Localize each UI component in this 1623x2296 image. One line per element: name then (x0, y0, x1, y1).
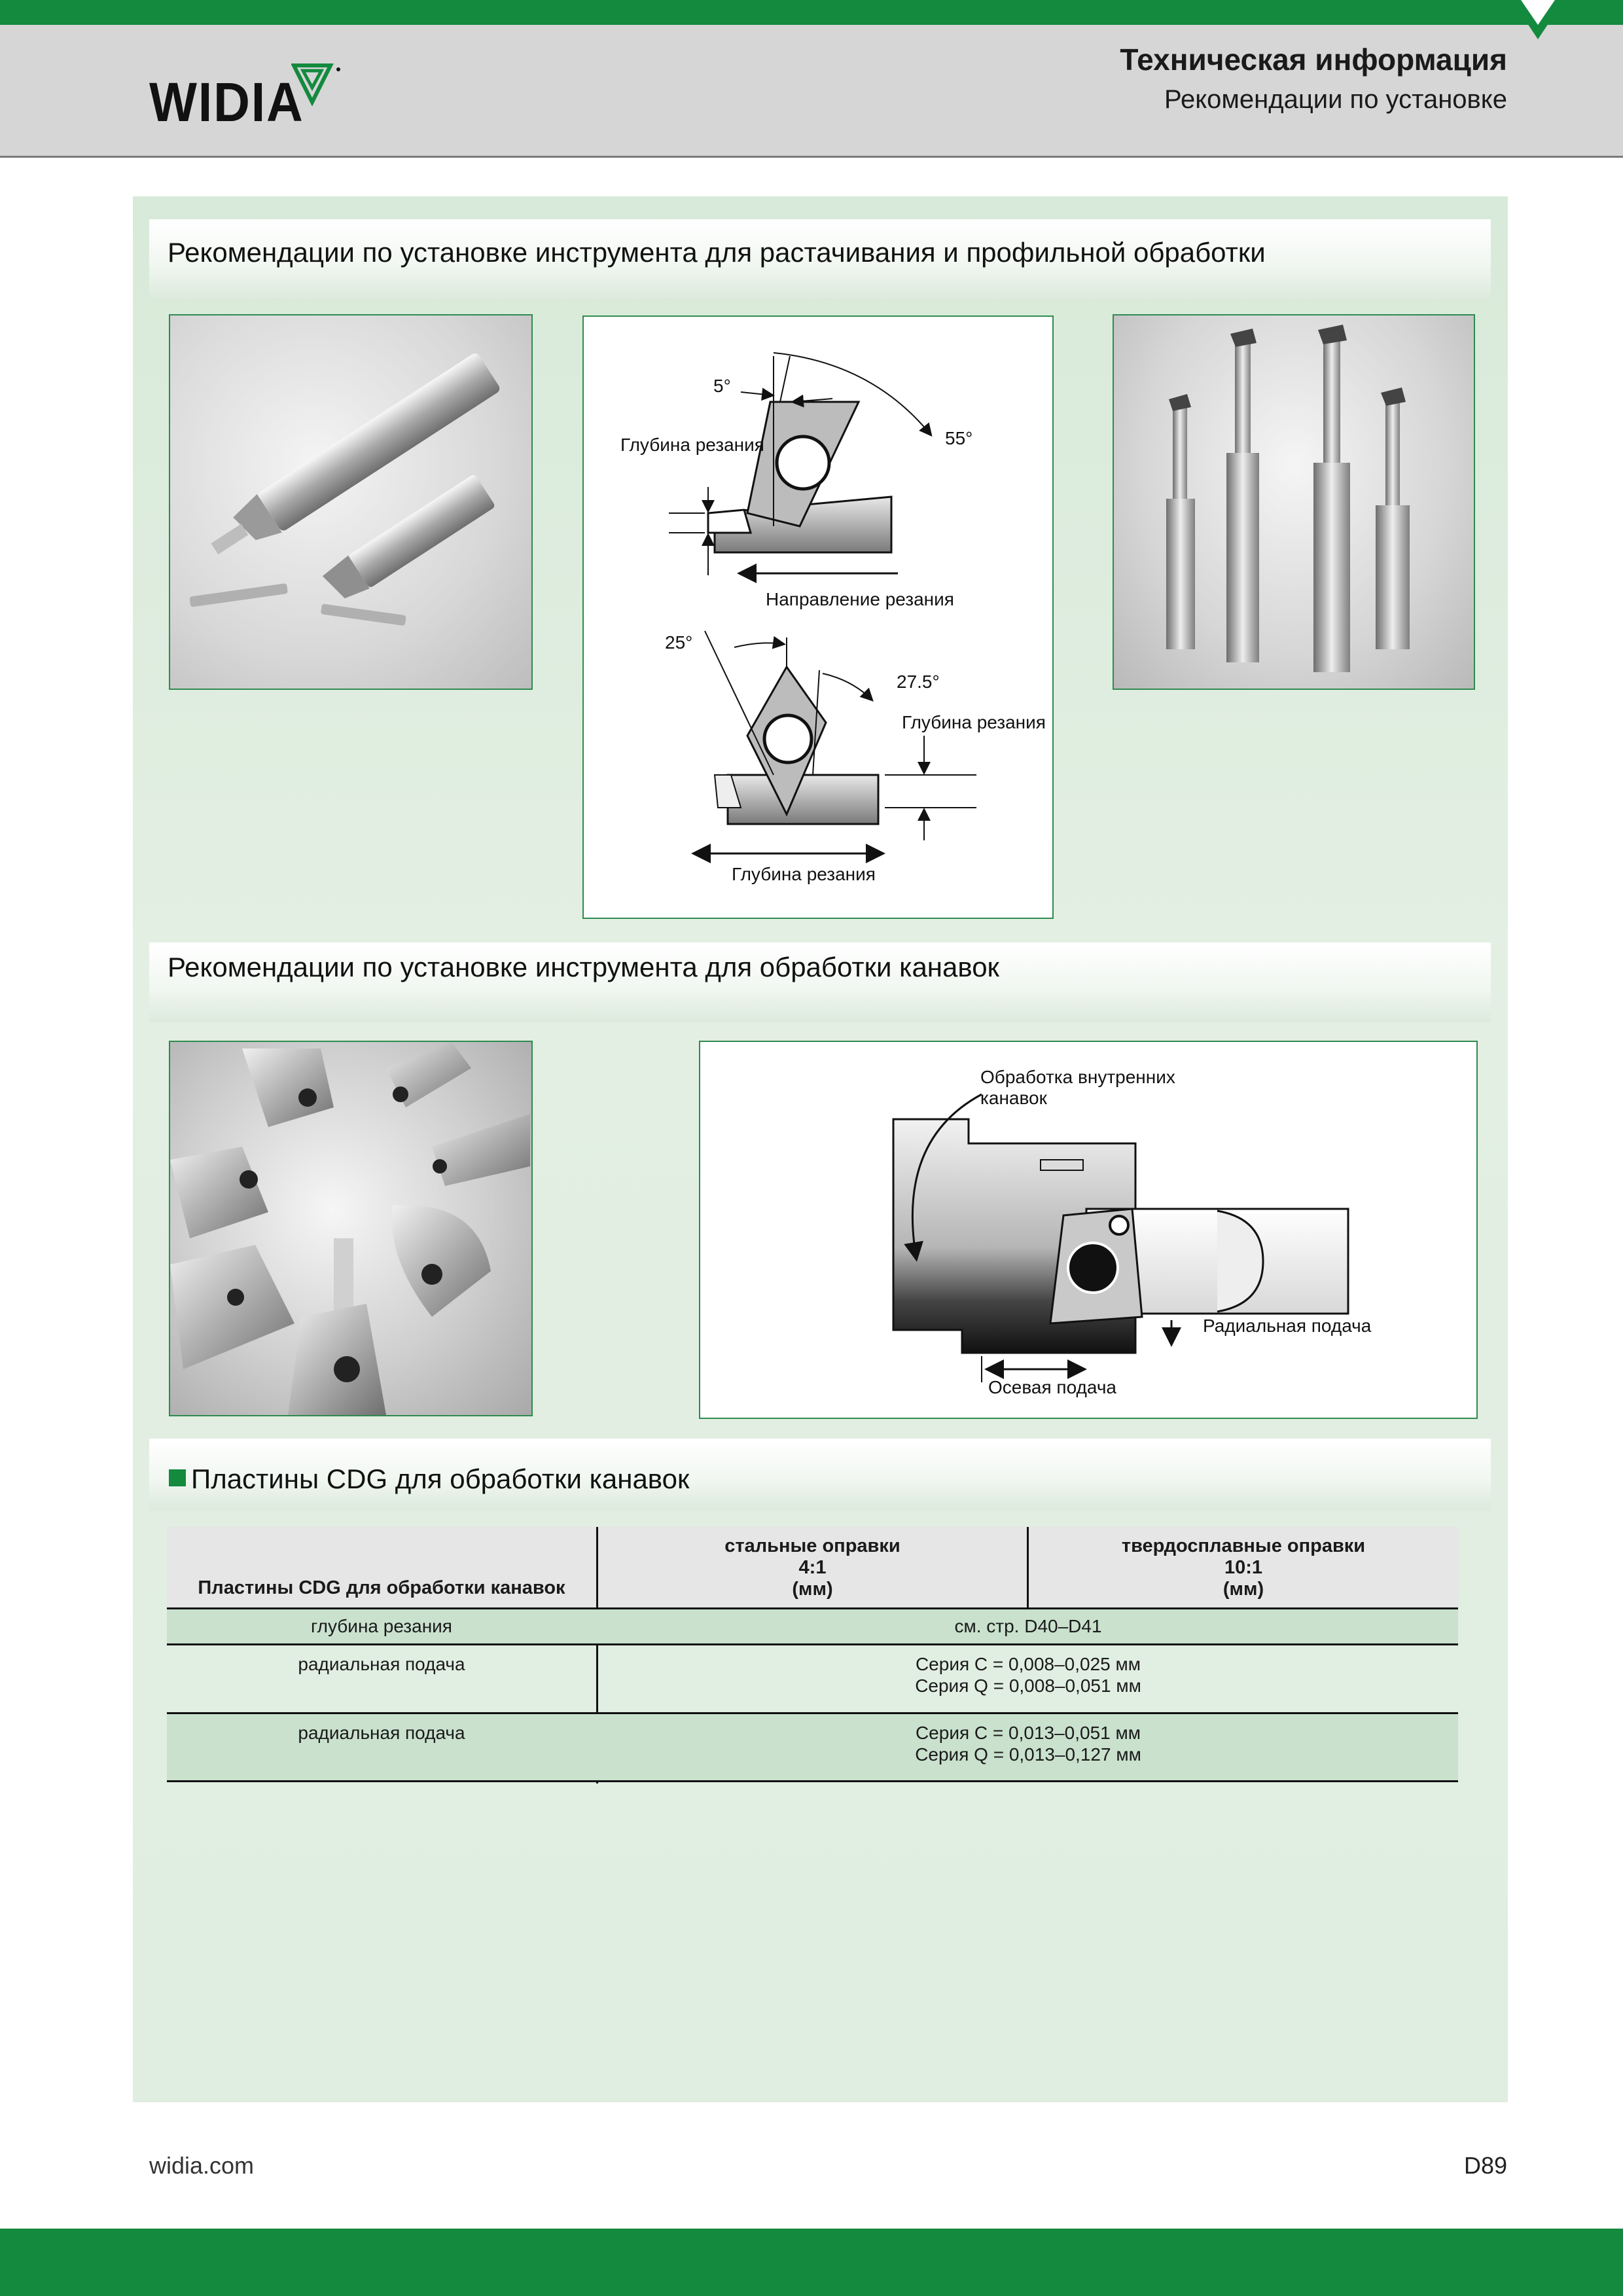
row2-label: радиальная подача (298, 1654, 465, 1674)
green-bullet-square (169, 1469, 186, 1486)
top-color-bar (0, 0, 1623, 25)
boring-bars-photo (1113, 314, 1475, 690)
row3-label: радиальная подача (298, 1723, 465, 1743)
section3-title: Пластины CDG для обработки канавок (191, 1463, 690, 1494)
row1-label: глубина резания (311, 1616, 452, 1636)
bottom-color-bar (0, 2229, 1623, 2296)
angle-55-label: 55° (945, 428, 973, 448)
grooving-tools-photo (169, 1041, 533, 1416)
internal-grooving-label: Обработка внутренних канавок (980, 1067, 1175, 1108)
row3-value-q: Серия Q = 0,013–0,127 мм (915, 1744, 1141, 1765)
radial-feed-label: Радиальная подача (1203, 1316, 1372, 1336)
angle-5-label: 5° (713, 376, 731, 396)
footer-website-link[interactable]: widia.com (149, 2152, 255, 2179)
direction-label: Направление резания (766, 589, 954, 609)
depth-label-upper: Глубина резания (620, 435, 764, 455)
table-rule-bottom (167, 1780, 1458, 1782)
table-col0-header: Пластины CDG для обработки канавок (198, 1577, 565, 1598)
header-title: Техническая информация (1120, 43, 1507, 77)
boring-tools-photo (169, 314, 533, 690)
col2-line2: 10:1 (1224, 1557, 1263, 1578)
table-col2-header (1029, 1535, 1458, 1600)
boring-setup-diagram (582, 315, 1054, 919)
table-rule-1 (167, 1643, 1458, 1645)
angle-25-label: 25° (665, 632, 693, 653)
logo-triangles-icon (291, 63, 344, 106)
section1-title: Рекомендации по установке инструмента для растачивания и профильной обработки (168, 237, 1266, 268)
row2-value-c: Серия C = 0,008–0,025 мм (915, 1654, 1141, 1674)
col2-line1: твердосплавные оправки (1121, 1535, 1366, 1556)
page-number: D89 (1463, 2152, 1507, 2179)
corner-triangle-inner (1521, 0, 1555, 25)
col2-line3: (мм) (1222, 1579, 1264, 1600)
col1-line3: (мм) (792, 1579, 833, 1600)
boring-bars-image (1114, 315, 1474, 689)
brand-logo: WIDIA (149, 71, 304, 133)
col1-line2: 4:1 (798, 1557, 827, 1578)
grooving-tools-image (170, 1042, 531, 1415)
grooving-setup-diagram (699, 1041, 1478, 1419)
table-col1-header (598, 1535, 1027, 1600)
row1-value: см. стр. D40–D41 (954, 1616, 1102, 1636)
angle-27-5-label: 27.5° (897, 672, 940, 692)
row3-value-c: Серия C = 0,013–0,051 мм (915, 1723, 1141, 1743)
axial-feed-label: Осевая подача (988, 1377, 1116, 1397)
header-subtitle: Рекомендации по установке (1164, 85, 1507, 114)
depth-label-bottom: Глубина резания (732, 864, 876, 884)
boring-setup-drawing (584, 317, 1052, 918)
depth-label-right: Глубина резания (902, 712, 1046, 732)
row2-value-q: Серия Q = 0,008–0,051 мм (915, 1676, 1141, 1696)
col1-line1: стальные оправки (724, 1535, 901, 1556)
section2-title: Рекомендации по установке инструмента для обработки канавок (168, 952, 999, 982)
boring-tools-image (170, 315, 531, 689)
